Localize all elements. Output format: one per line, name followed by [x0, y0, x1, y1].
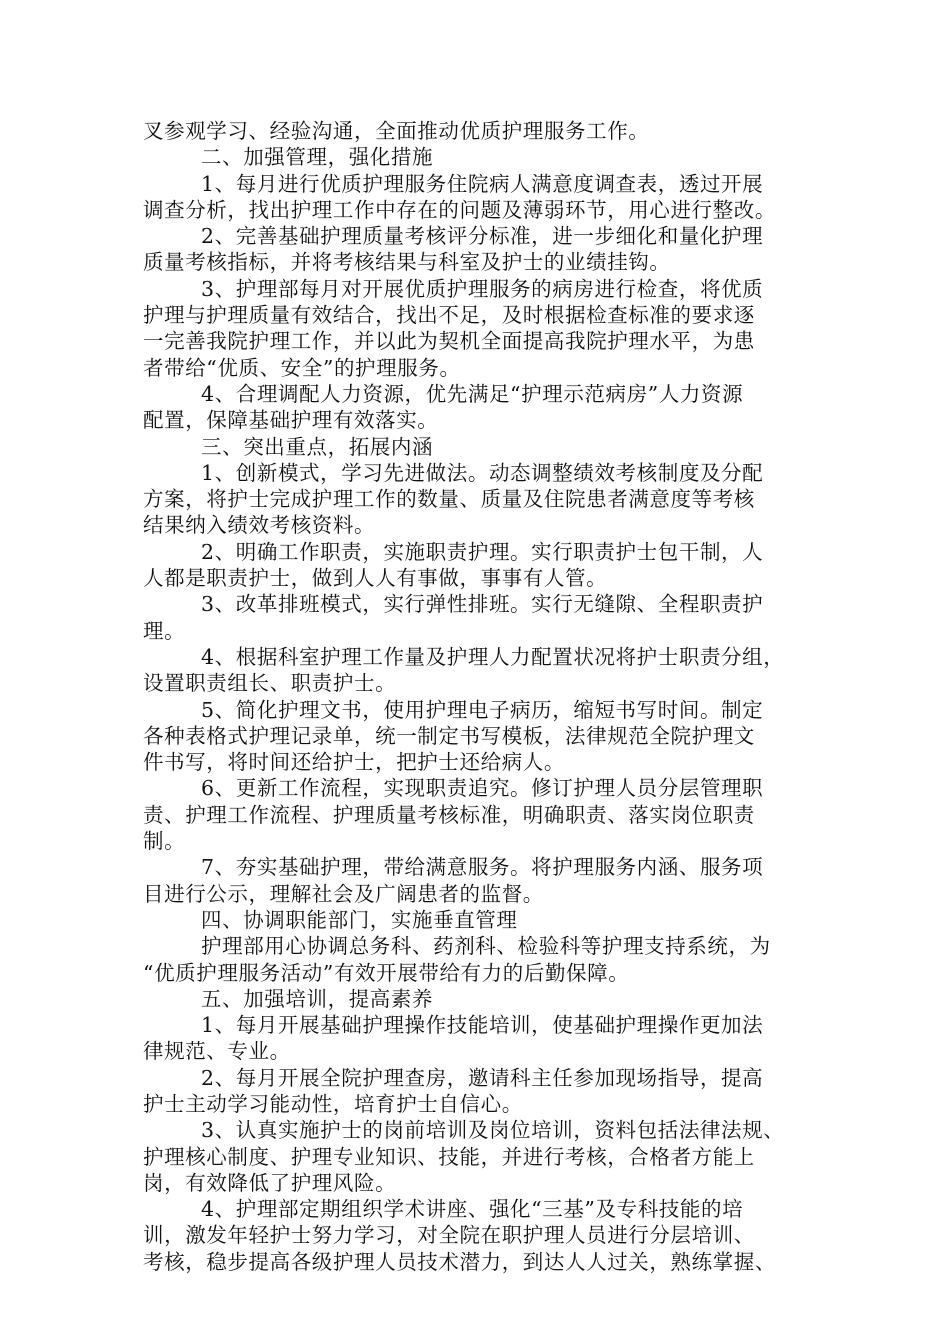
text-line: 制。: [143, 829, 186, 854]
text-line: 各种表格式护理记录单，统一制定书写模板，法律规范全院护理文: [143, 723, 755, 748]
text-line: 者带给“优质、安全”的护理服务。: [143, 355, 461, 380]
text-line: 调查分析，找出护理工作中存在的问题及薄弱环节，用心进行整改。: [143, 197, 776, 222]
text-line: 护士主动学习能动性，培育护士自信心。: [143, 1091, 523, 1116]
text-line: 考核，稳步提高各级护理人员技术潜力，到达人人过关，熟练掌握、: [143, 1249, 776, 1274]
text-line: 3、认真实施护士的岗前培训及岗位培训，资料包括法律法规、: [201, 1118, 785, 1143]
text-line: 叉参观学习、经验沟通，全面推动优质护理服务工作。: [143, 119, 650, 143]
text-line: 件书写，将时间还给护士，把护士还给病人。: [143, 750, 565, 775]
text-line: 2、明确工作职责，实施职责护理。实行职责护士包干制，人: [201, 539, 764, 564]
text-line: 2、完善基础护理质量考核评分标准，进一步细化和量化护理: [201, 224, 764, 249]
text-line: 理。: [143, 618, 186, 643]
text-line: 律规范、专业。: [143, 1039, 291, 1064]
text-line: 设置职责组长、职责护士。: [143, 671, 397, 696]
text-line: 护理部用心协调总务科、药剂科、检验科等护理支持系统，为: [201, 934, 771, 959]
text-line: 四、协调职能部门，实施垂直管理: [201, 907, 518, 932]
text-line: 岗，有效降低了护理风险。: [143, 1170, 397, 1195]
text-line: 1、每月开展基础护理操作技能培训，使基础护理操作更加法: [201, 1013, 764, 1038]
text-line: 目进行公示，理解社会及广阔患者的监督。: [143, 881, 544, 906]
text-line: 配置，保障基础护理有效落实。: [143, 408, 439, 433]
text-line: 结果纳入绩效考核资料。: [143, 513, 376, 538]
text-line: 三、突出重点，拓展内涵: [201, 434, 434, 459]
text-line: 二、加强管理，强化措施: [201, 145, 434, 170]
text-line: 1、创新模式，学习先进做法。动态调整绩效考核制度及分配: [201, 460, 764, 485]
text-line: 3、护理部每月对开展优质护理服务的病房进行检查，将优质: [201, 276, 764, 301]
text-line: 4、合理调配人力资源，优先满足“护理示范病房”人力资源: [201, 381, 744, 406]
text-line: 6、更新工作流程，实现职责追究。修订护理人员分层管理职: [201, 776, 764, 801]
text-line: 护理核心制度、护理专业知识、技能，并进行考核，合格者方能上: [143, 1144, 755, 1169]
text-line: 训，激发年轻护士努力学习，对全院在职护理人员进行分层培训、: [143, 1223, 755, 1248]
text-line: 4、护理部定期组织学术讲座、强化“三基”及专科技能的培: [201, 1197, 744, 1222]
document-page: [143, 118, 809, 1275]
text-line: 一完善我院护理工作，并以此为契机全面提高我院护理水平，为患: [143, 329, 755, 354]
text-line: 3、改革排班模式，实行弹性排班。实行无缝隙、全程职责护: [201, 592, 764, 617]
text-line: 五、加强培训，提高素养: [201, 986, 434, 1011]
text-line: 5、简化护理文书，使用护理电子病历，缩短书写时间。制定: [201, 697, 764, 722]
text-line: 方案，将护士完成护理工作的数量、质量及住院患者满意度等考核: [143, 487, 755, 512]
text-line: 1、每月进行优质护理服务住院病人满意度调查表，透过开展: [201, 171, 764, 196]
text-line: 责、护理工作流程、护理质量考核标准，明确职责、落实岗位职责: [143, 802, 755, 827]
text-line: “优质护理服务活动”有效开展带给有力的后勤保障。: [143, 960, 630, 985]
text-line: 7、夯实基础护理，带给满意服务。将护理服务内涵、服务项: [201, 855, 764, 880]
text-line: 2、每月开展全院护理查房，邀请科主任参加现场指导，提高: [201, 1065, 764, 1090]
text-line: 4、根据科室护理工作量及护理人力配置状况将护士职责分组，: [201, 644, 785, 669]
text-line: 护理与护理质量有效结合，找出不足，及时根据检查标准的要求逐: [143, 303, 755, 328]
text-line: 人都是职责护士，做到人人有事做，事事有人管。: [143, 566, 608, 591]
text-line: 质量考核指标，并将考核结果与科室及护士的业绩挂钩。: [143, 250, 671, 275]
